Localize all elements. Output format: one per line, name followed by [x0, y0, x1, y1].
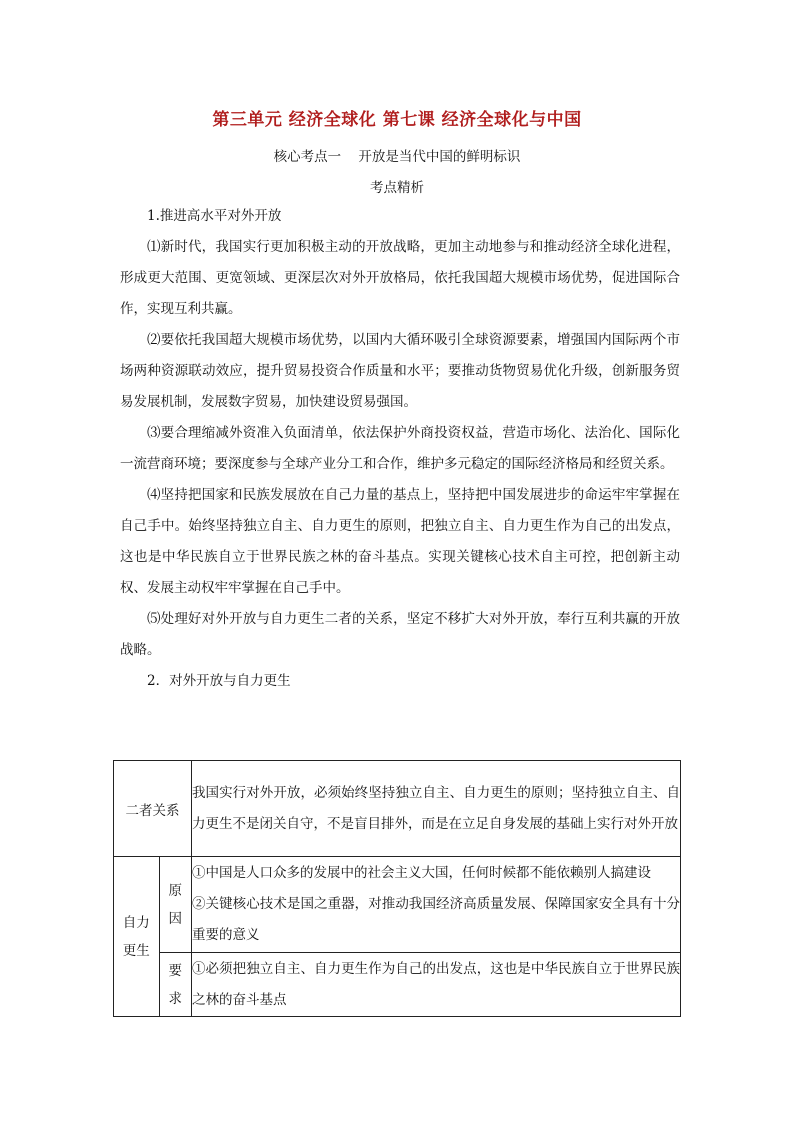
core-point-heading: 核心考点一 开放是当代中国的鲜明标识 [273, 149, 521, 165]
table-row [114, 953, 681, 1017]
paragraph-4: ⑷坚持把国家和民族发展放在自己力量的基点上，坚持把中国发展进步的命运牢牢掌握在自己手中。始终坚持独立自主、自力更生的原则，把独立自主、自力更生作为自己的出发点，这也是中华民族自立于世界民族之林的奋斗基点。实现关键核心技术自主可控，把创新主动权、发展主动权牢牢掌握在自己手中。 [120, 487, 680, 596]
table-row [114, 761, 681, 857]
cell-requirement: ①必须把独立自主、自力更生作为自己的出发点，这也是中华民族自立于世界民族之林的奋斗基点 [192, 953, 681, 1017]
table-row [114, 857, 681, 953]
body-text [120, 201, 680, 697]
paragraph-5: ⑸处理好对外开放与自力更生二者的关系，坚定不移扩大对外开放，奉行互利共赢的开放战略。 [120, 611, 680, 658]
row-label-requirement: 要 求 [159, 953, 191, 1017]
point-heading-1: 1.推进高水平对外开放 [147, 208, 282, 224]
paragraph-2: ⑵要依托我国超大规模市场优势，以国内大循环吸引全球资源要素，增强国内国际两个市场两种资源联动效应，提升贸易投资合作质量和水平；要推动货物贸易优化升级，创新服务贸易发展机制，发展数字贸易，加快建设贸易强国。 [120, 332, 680, 410]
paragraph-1: ⑴新时代，我国实行更加积极主动的开放战略，更加主动地参与和推动经济全球化进程，形成更大范围、更宽领域、更深层次对外开放格局，依托我国超大规模市场优势，促进国际合作，实现互利共赢。 [120, 239, 680, 317]
row-label-reason: 原 因 [159, 857, 191, 953]
comparison-table [113, 760, 681, 1017]
document-title: 第三单元 经济全球化 第七课 经济全球化与中国 [212, 110, 582, 130]
group-label-self-reliance: 自力 更生 [114, 857, 160, 1017]
point-heading-2: 2．对外开放与自力更生 [147, 673, 291, 689]
row-label-relation: 二者关系 [114, 761, 192, 857]
cell-relation: 我国实行对外开放，必须始终坚持独立自主、自力更生的原则；坚持独立自主、自力更生不是闭关自守，不是盲目排外，而是在立足自身发展的基础上实行对外开放 [192, 761, 681, 857]
section-heading: 考点精析 [370, 180, 424, 196]
paragraph-3: ⑶要合理缩减外资准入负面清单，依法保护外商投资权益，营造市场化、法治化、国际化一流营商环境；要深度参与全球产业分工和合作，维护多元稳定的国际经济格局和经贸关系。 [120, 425, 680, 472]
cell-reason: ①中国是人口众多的发展中的社会主义大国，任何时候都不能依赖别人搞建设 ②关键核心技术是国之重器，对推动我国经济高质量发展、保障国家安全具有十分重要的意义 [192, 857, 681, 953]
